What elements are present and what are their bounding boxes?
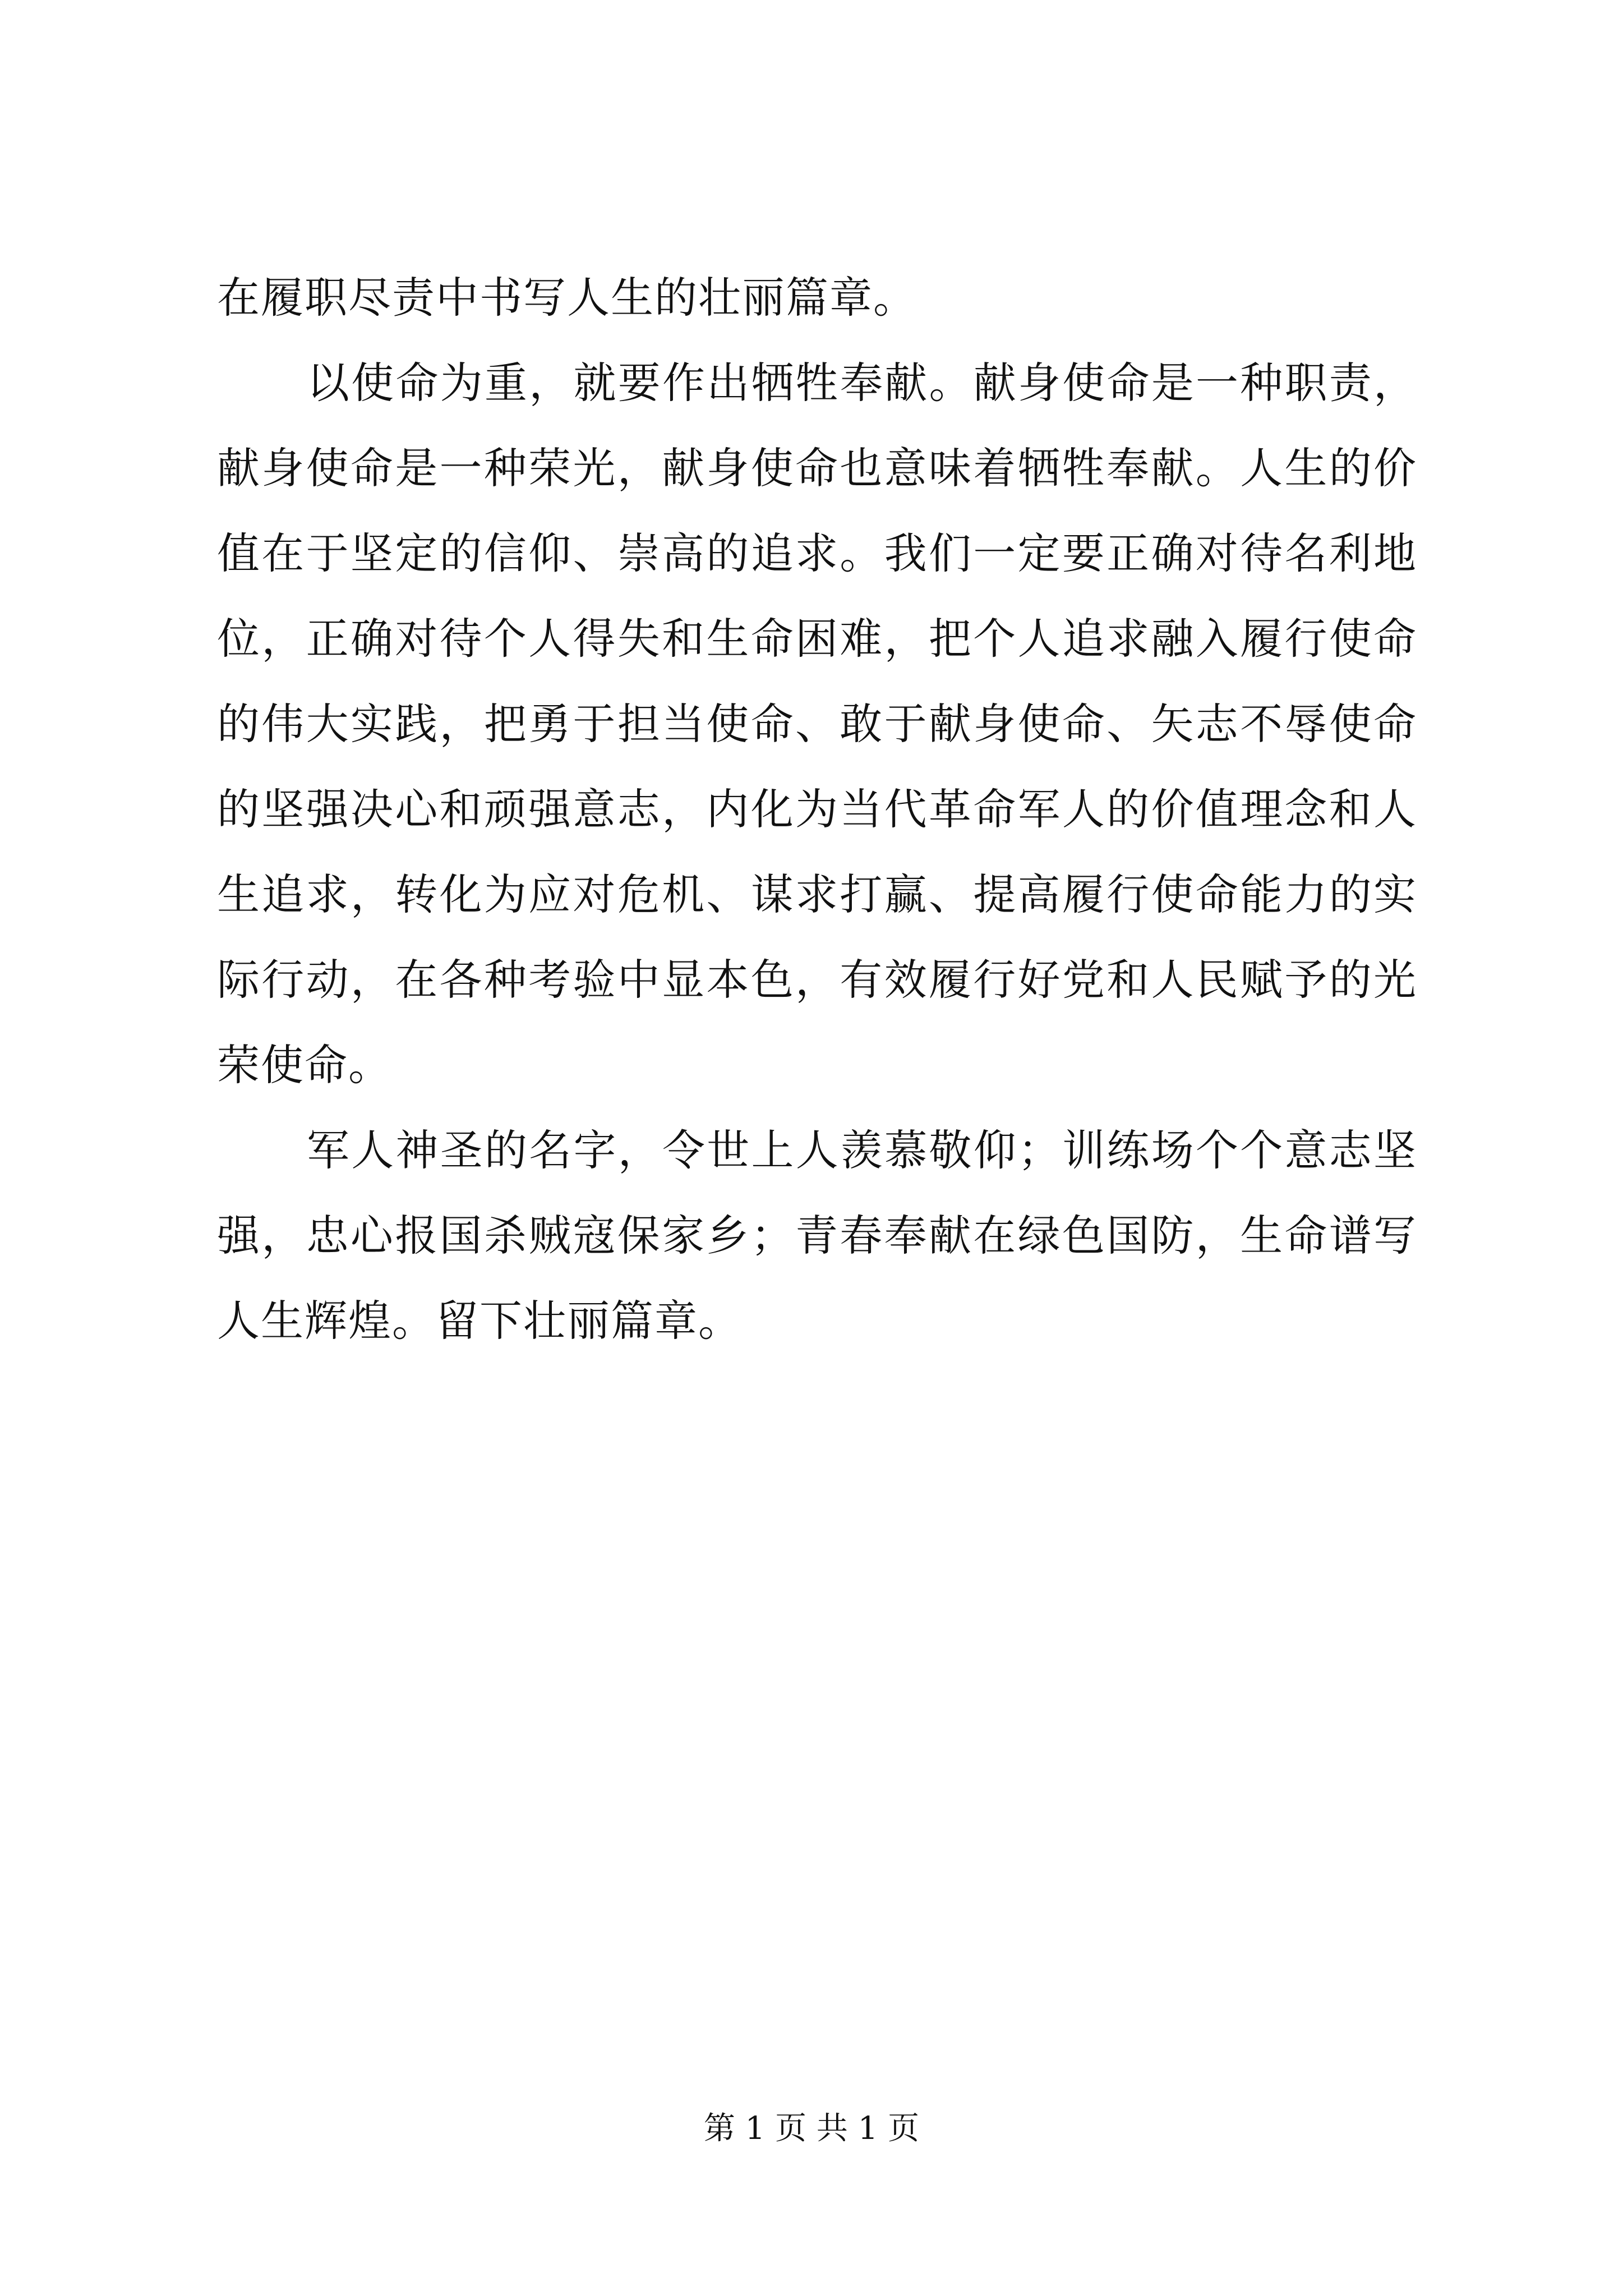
paragraph-mission-sacrifice: 以使命为重，就要作出牺牲奉献。献身使命是一种职责，献身使命是一种荣光，献身使命也意味着牺牲奉献。人生的价值在于坚定的信仰、崇高的追求。我们一定要正确对待名利地位，正确对待个人得失和生命困难，把个人追求融入履行使命的伟大实践，把勇于担当使命、敢于献身使命、矢志不辱使命的坚强决心和顽强意志，内化为当代革命军人的价值理念和人生追求，转化为应对危机、谋求打赢、提高履行使命能力的实际行动，在各种考验中显本色，有效履行好党和人民赋予的光荣使命。: [217, 358, 1417, 1090]
document-body: [217, 255, 1417, 1364]
paragraph-soldier-verse: 军人神圣的名字，令世上人羡慕敬仰；训练场个个意志坚强，忠心报国杀贼寇保家乡；青春奉献在绿色国防，生命谱写人生辉煌。留下壮丽篇章。: [217, 1125, 1417, 1346]
paragraph-continuation: 在履职尽责中书写人生的壮丽篇章。: [217, 273, 917, 323]
page-number-footer: 第 1 页 共 1 页: [703, 2110, 920, 2147]
